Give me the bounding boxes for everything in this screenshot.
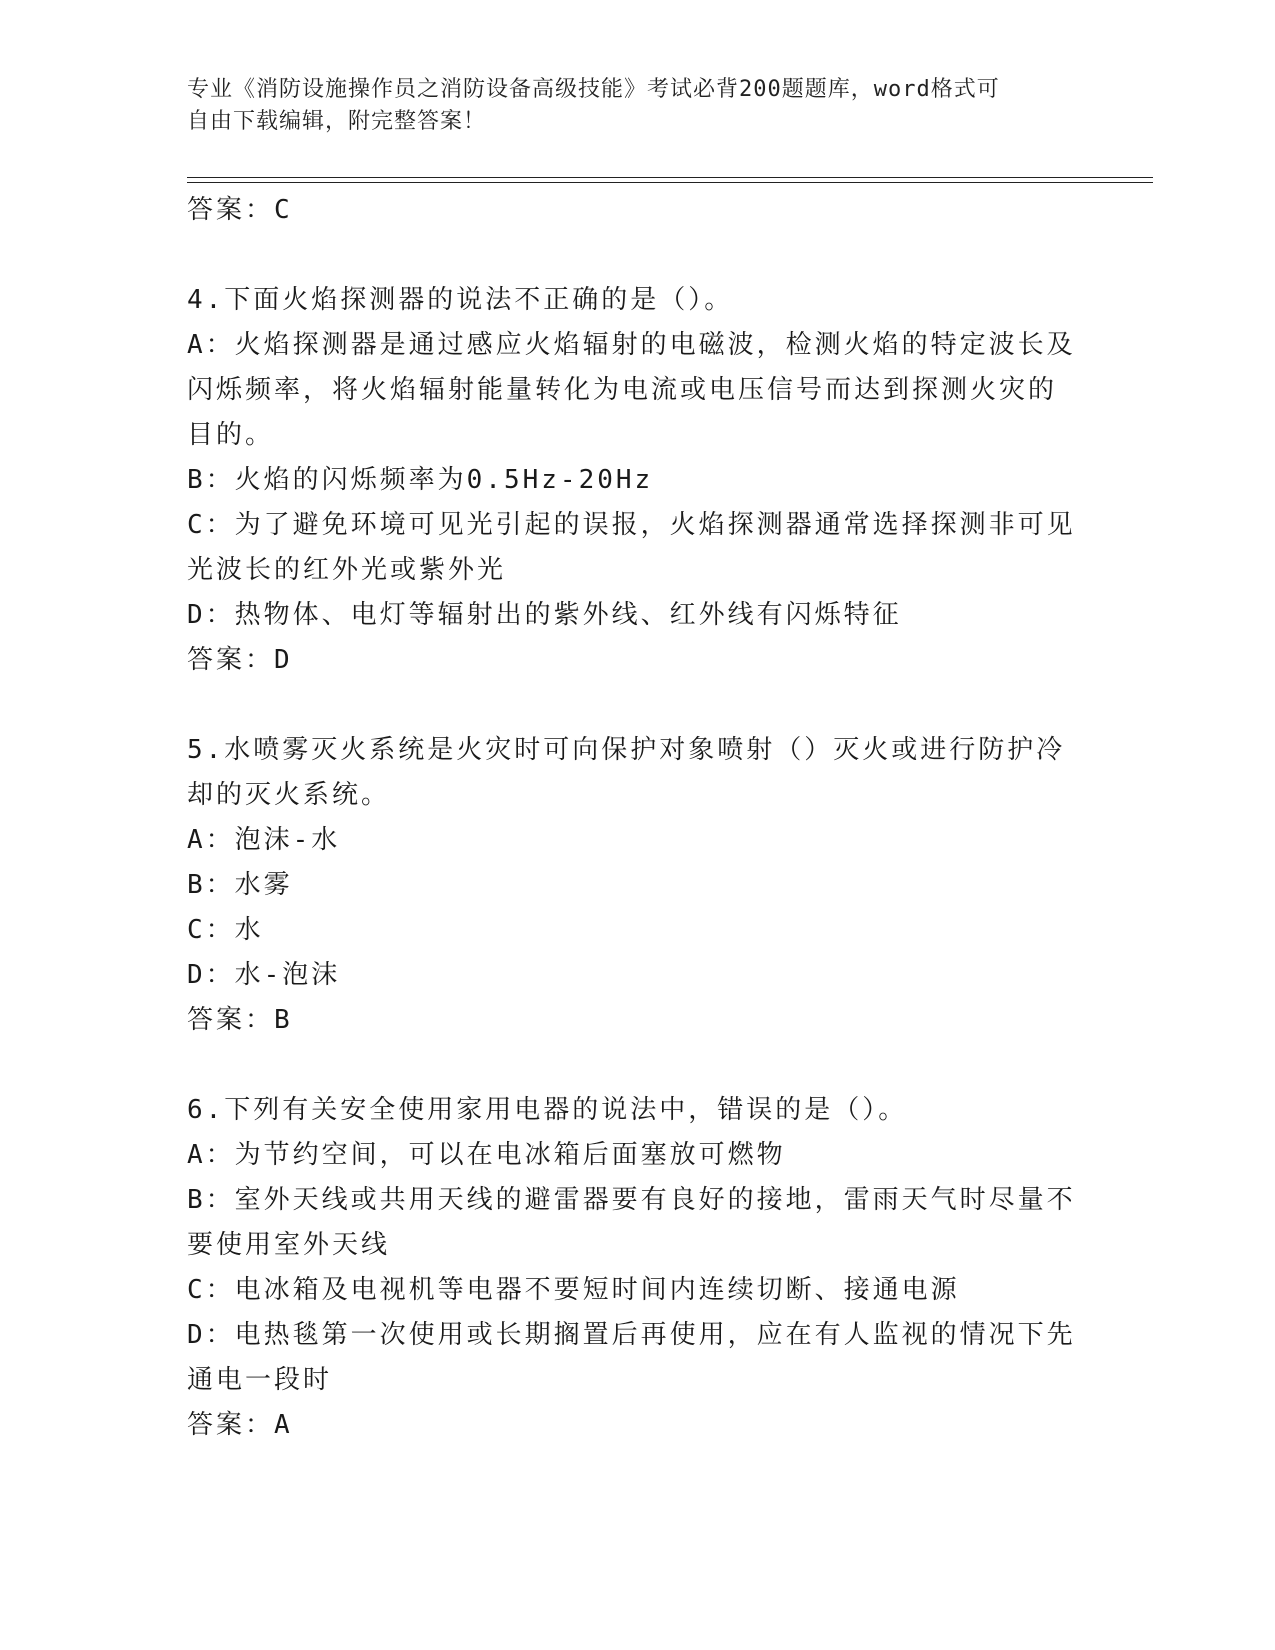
option-d: [187, 1313, 1087, 1403]
header-title-line-1: 专业《消防设施操作员之消防设备高级技能》考试必背200题题库，word格式可: [187, 77, 1000, 102]
answer-line: 答案：D: [187, 645, 293, 675]
question-stem: 6.下列有关安全使用家用电器的说法中，错误的是（）。: [187, 1095, 908, 1125]
option-b: [187, 1178, 1087, 1268]
answer-line: 答案：B: [187, 1005, 293, 1035]
option-a: A：泡沫-水: [187, 825, 341, 855]
option-d: D：水-泡沫: [187, 960, 341, 990]
option-text: 目的。: [187, 420, 275, 450]
option-text: C：为了避免环境可见光引起的误报，火焰探测器通常选择探测非可见: [187, 510, 1076, 540]
previous-answer: 答案：C: [187, 195, 293, 225]
answer-line: 答案：A: [187, 1410, 293, 1440]
option-text: B：火焰的闪烁频率为0.5Hz-20Hz: [187, 465, 654, 495]
option-d: [187, 593, 1087, 638]
option-text: A：火焰探测器是通过感应火焰辐射的电磁波，检测火焰的特定波长及: [187, 330, 1076, 360]
question-content: [187, 188, 1087, 1448]
option-c: C：电冰箱及电视机等电器不要短时间内连续切断、接通电源: [187, 1275, 960, 1305]
option-text: 闪烁频率，将火焰辐射能量转化为电流或电压信号而达到探测火灾的: [187, 375, 1058, 405]
header-title-line-2: 自由下载编辑，附完整答案！: [187, 109, 487, 134]
option-a: A：为节约空间，可以在电冰箱后面塞放可燃物: [187, 1140, 786, 1170]
option-text: 光波长的红外光或紫外光: [187, 555, 507, 585]
question-stem: 4.下面火焰探测器的说法不正确的是（）。: [187, 285, 734, 315]
option-a: [187, 323, 1087, 458]
header-rule-bottom: [187, 182, 1153, 183]
option-c: [187, 503, 1087, 593]
question-stem: 5.水喷雾灭火系统是火灾时可向保护对象喷射（）灭火或进行防护冷: [187, 735, 1066, 765]
question-stem: 却的灭火系统。: [187, 780, 391, 810]
header-rule-top: [187, 177, 1153, 178]
option-text: D：热物体、电灯等辐射出的紫外线、红外线有闪烁特征: [187, 600, 902, 630]
option-c: C：水: [187, 915, 264, 945]
option-b: [187, 458, 1087, 503]
document-header: [187, 74, 1067, 138]
option-text: 通电一段时: [187, 1365, 333, 1395]
option-text: D：电热毯第一次使用或长期搁置后再使用，应在有人监视的情况下先: [187, 1320, 1076, 1350]
option-b: B：水雾: [187, 870, 293, 900]
option-text: B：室外天线或共用天线的避雷器要有良好的接地，雷雨天气时尽量不: [187, 1185, 1076, 1215]
question-6: [187, 1088, 1087, 1448]
question-5: [187, 728, 1087, 1043]
option-text: 要使用室外天线: [187, 1230, 391, 1260]
question-4: [187, 278, 1087, 683]
